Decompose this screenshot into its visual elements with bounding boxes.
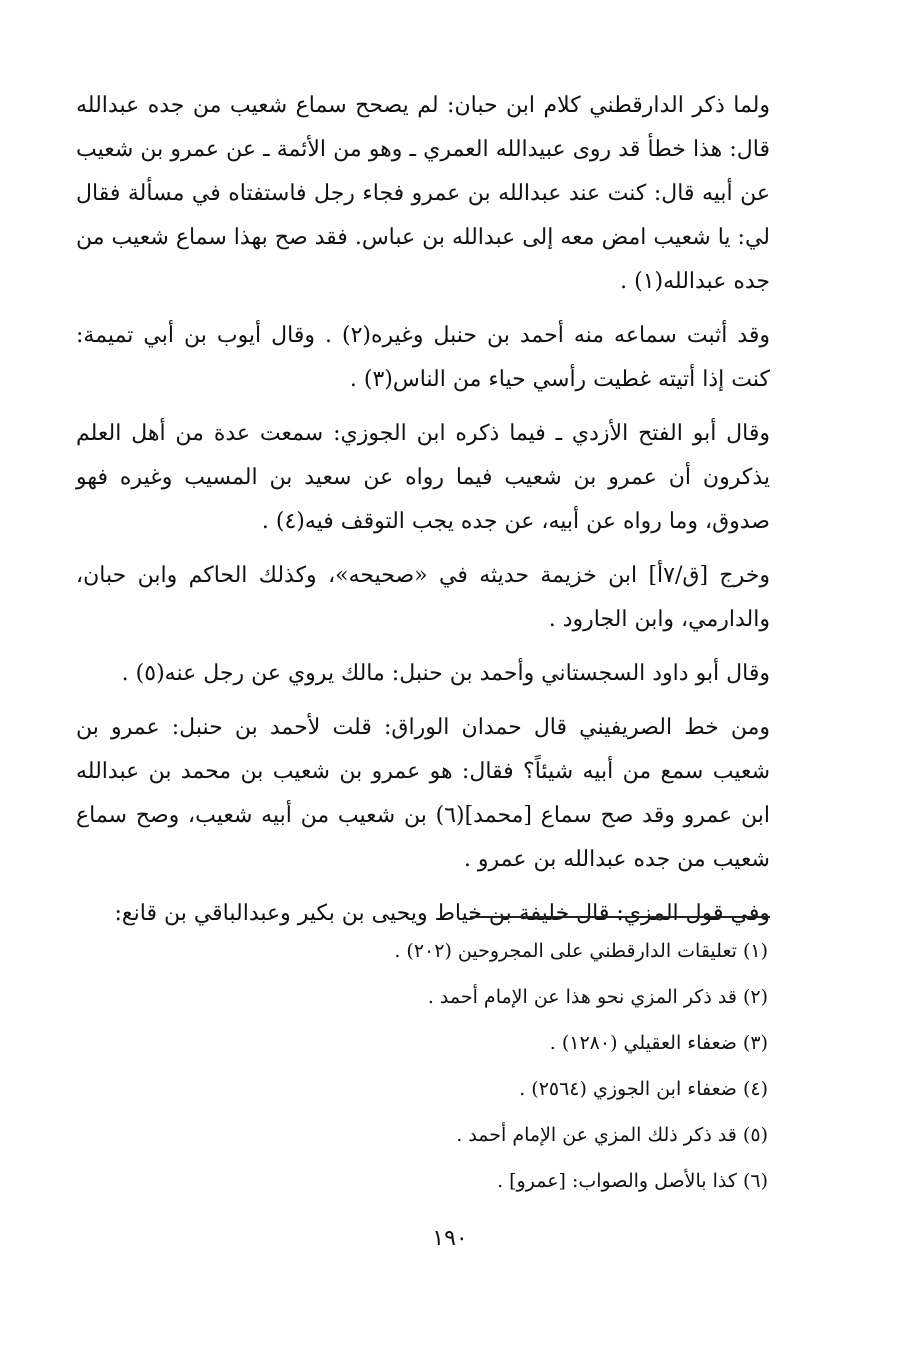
footnote-3: (٣) ضعفاء العقيلي (١٢٨٠) . (549, 1032, 768, 1054)
main-text (76, 84, 770, 946)
footnote-6: (٦) كذا بالأصل والصواب: [عمرو] . (497, 1170, 768, 1192)
paragraph-6: ومن خط الصريفيني قال حمدان الوراق: قلت لأحمد بن حنبل: عمرو بن شعيب سمع من أبيه شيئاً؟ فقال: هو عمرو بن شعيب بن محمد بن عبدالله ابن عمرو وقد صح سماع [محمد](٦) بن شعيب من أبيه شعيب، وصح سماع شعيب من جده عبدالله بن عمرو . (76, 715, 770, 872)
paragraph-1: ولما ذكر الدارقطني كلام ابن حبان: لم يصحح سماع شعيب من جده عبدالله قال: هذا خطأ قد روى عبيدالله العمري ـ وهو من الأئمة ـ عن عمرو بن شعيب عن أبيه قال: كنت عند عبدالله بن عمرو فجاء رجل فاستفتاه في مسألة فقال لي: يا شعيب امض معه إلى عبدالله بن عباس. فقد صح بهذا سماع شعيب من جده عبدالله(١) . (76, 93, 770, 294)
footnote-2: (٢) قد ذكر المزي نحو هذا عن الإمام أحمد . (427, 986, 768, 1008)
page-number: ١٩٠ (432, 1226, 468, 1251)
paragraph-3: وقال أبو الفتح الأزدي ـ فيما ذكره ابن الجوزي: سمعت عدة من أهل العلم يذكرون أن عمرو بن شعيب فيما رواه عن سعيد بن المسيب وغيره فهو صدوق، وما رواه عن أبيه، عن جده يجب التوقف فيه(٤) . (76, 421, 770, 534)
footnote-4: (٤) ضعفاء ابن الجوزي (٢٥٦٤) . (519, 1078, 768, 1100)
paragraph-4: وخرج [ق/٧أ] ابن خزيمة حديثه في «صحيحه»، وكذلك الحاكم وابن حبان، والدارمي، وابن الجارود . (76, 563, 770, 632)
paragraph-7: وفي قول المزي: قال خليفة بن خياط ويحيى بن بكير وعبدالباقي بن قانع: (114, 901, 770, 926)
paragraph-2: وقد أثبت سماعه منه أحمد بن حنبل وغيره(٢) . وقال أيوب بن أبي تميمة: كنت إذا أتيته غطيت رأسي حياء من الناس(٣) . (76, 323, 771, 392)
footnote-5: (٥) قد ذكر ذلك المزي عن الإمام أحمد . (456, 1124, 768, 1146)
footnote-divider (470, 916, 770, 918)
paragraph-5: وقال أبو داود السجستاني وأحمد بن حنبل: مالك يروي عن رجل عنه(٥) . (121, 661, 770, 686)
footnote-1: (١) تعليقات الدارقطني على المجروحين (٢٠٢) . (394, 940, 768, 962)
footnotes (76, 928, 768, 1204)
